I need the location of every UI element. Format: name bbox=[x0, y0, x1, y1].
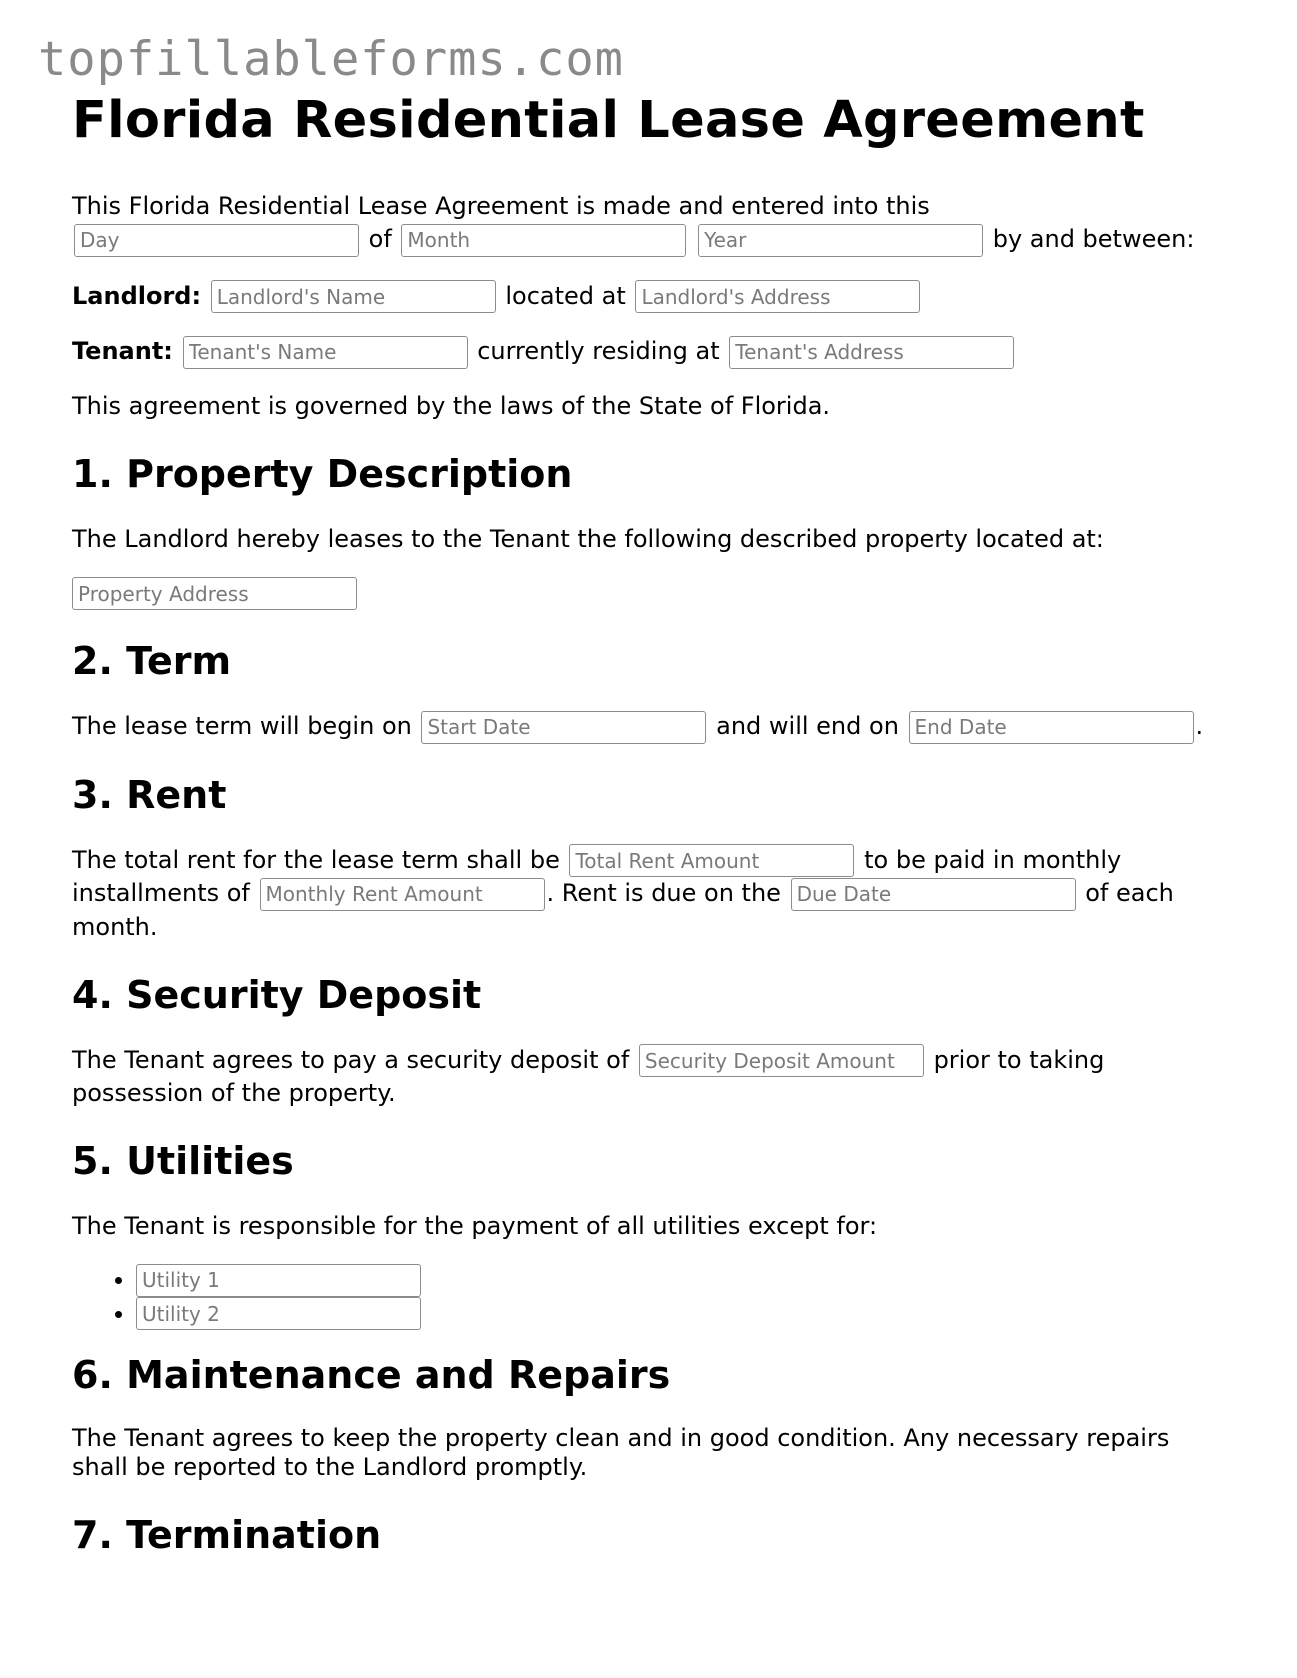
property-heading: 1. Property Description bbox=[72, 451, 573, 496]
property-address-line bbox=[72, 577, 1232, 611]
deposit-text-after: prior to taking possession of the property. bbox=[72, 1045, 1105, 1107]
landlord-line bbox=[72, 280, 1232, 314]
term-paragraph bbox=[72, 710, 1232, 744]
deposit-heading: 4. Security Deposit bbox=[72, 972, 482, 1017]
rent-text-1: The total rent for the lease term shall be bbox=[72, 845, 560, 874]
maintenance-text: The Tenant agrees to keep the property clean and in good condition. Any necessary repairs shall be reported to the Landlord promptly. bbox=[72, 1424, 1170, 1481]
rent-heading: 3. Rent bbox=[72, 772, 227, 817]
rent-text-4: of each month. bbox=[72, 879, 1174, 941]
term-heading: 2. Term bbox=[72, 639, 232, 683]
intro-paragraph bbox=[72, 190, 1232, 257]
term-text-middle: and will end on bbox=[716, 712, 899, 740]
by-and-between-text: by and between: bbox=[992, 225, 1195, 253]
page-title: Florida Residential Lease Agreement bbox=[72, 91, 1145, 150]
rent-text-3: . Rent is due on the bbox=[546, 879, 781, 907]
lease-form bbox=[72, 88, 1232, 1558]
monthly-rent-input[interactable] bbox=[260, 878, 545, 911]
tenant-address-input[interactable] bbox=[729, 336, 1014, 369]
list-item bbox=[136, 1297, 1232, 1331]
intro-text: This Florida Residential Lease Agreement is made and entered into this bbox=[72, 192, 930, 220]
utilities-list bbox=[72, 1263, 1232, 1330]
tenant-name-input[interactable] bbox=[183, 336, 468, 369]
due-date-input[interactable] bbox=[791, 878, 1076, 911]
tenant-label: Tenant: bbox=[72, 337, 173, 365]
deposit-text-before: The Tenant agrees to pay a security deposit of bbox=[72, 1045, 630, 1074]
total-rent-input[interactable] bbox=[569, 844, 854, 877]
property-text: The Landlord hereby leases to the Tenant the following described property located at: bbox=[72, 524, 1104, 553]
located-at-text: located at bbox=[505, 281, 626, 310]
month-input[interactable] bbox=[401, 224, 686, 257]
utility-2-input[interactable] bbox=[136, 1297, 421, 1330]
landlord-name-input[interactable] bbox=[211, 280, 496, 313]
term-text-after: . bbox=[1195, 712, 1204, 740]
end-date-input[interactable] bbox=[909, 711, 1194, 744]
rent-paragraph bbox=[72, 844, 1232, 944]
deposit-paragraph bbox=[72, 1044, 1232, 1111]
list-item bbox=[136, 1263, 1232, 1297]
security-deposit-input[interactable] bbox=[639, 1044, 924, 1077]
of-text: of bbox=[368, 225, 392, 253]
day-input[interactable] bbox=[74, 224, 359, 257]
landlord-address-input[interactable] bbox=[635, 280, 920, 313]
governing-law-text: This agreement is governed by the laws of the State of Florida. bbox=[72, 391, 831, 420]
rent-text-2: to be paid in monthly installments of bbox=[72, 845, 1122, 907]
tenant-line bbox=[72, 335, 1232, 369]
start-date-input[interactable] bbox=[421, 711, 706, 744]
year-input[interactable] bbox=[698, 224, 983, 257]
utility-1-input[interactable] bbox=[136, 1264, 421, 1297]
watermark: topfillableforms.com bbox=[38, 32, 624, 87]
termination-heading: 7. Termination bbox=[72, 1513, 382, 1557]
maintenance-heading: 6. Maintenance and Repairs bbox=[72, 1353, 671, 1397]
property-address-input[interactable] bbox=[72, 577, 357, 610]
residing-at-text: currently residing at bbox=[477, 337, 720, 365]
utilities-text: The Tenant is responsible for the payment of all utilities except for: bbox=[72, 1212, 878, 1240]
utilities-heading: 5. Utilities bbox=[72, 1139, 294, 1183]
landlord-label: Landlord: bbox=[72, 281, 202, 310]
term-text-before: The lease term will begin on bbox=[72, 712, 412, 740]
